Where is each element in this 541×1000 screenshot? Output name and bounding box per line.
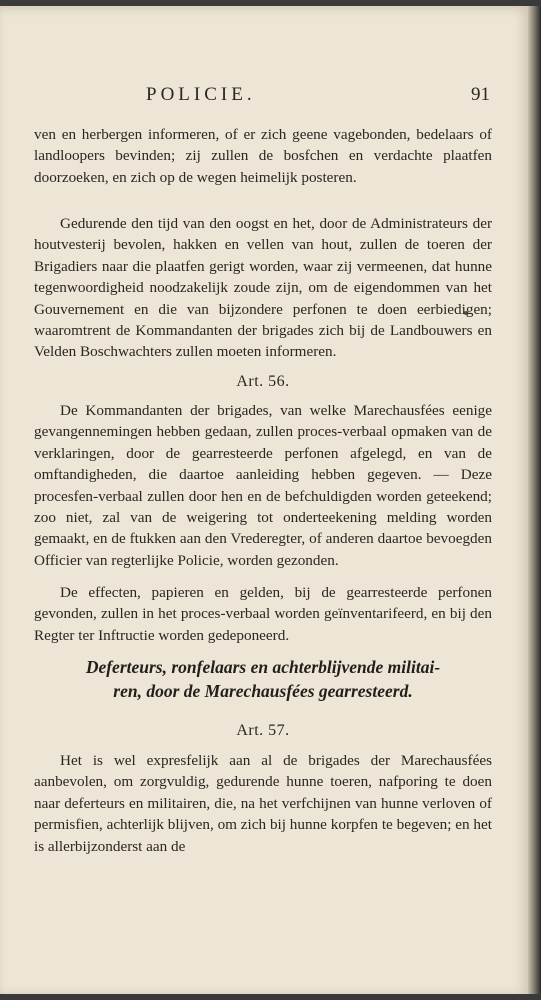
paragraph-art56-main: De Kommandanten der brigades, van welke Marechausfées eenige gevangennemingen hebben gedaan, zullen proces-verbaal opmaken van de verklaringen, door de gearresteerde perfonen afgelegd, en van de omftandigheden, die daartoe aanleiding hebben gegeven. — Deze procesfen-verbaal zullen door hen en de befchuldigden worden geteekend; zoo niet, zal van de weigering tot onderteekening melding worden gemaakt, en de ftukken aan den Vrederegter, of anderen daartoe bevoegden Officier van regterlijke Policie, worden gezonden. xyxy=(34,402,492,569)
section-title-line-2: ren, door de Marechausfées gearresteerd. xyxy=(113,681,413,701)
paragraph-harvest: Gedurende den tijd van den oogst en het, door de Administrateurs der houtvesterij bevolen, hakken en vellen van hout, zullen de toeren der Brigadiers naar die plaatfen gerigt worden, waar zij vermeenen, dat hunne tegenwoordigheid noodzakelijk zoude zijn, om de eigendommen van het Gouvernement en die van bijzondere perfonen te doen eerbiedigen; waaromtrent de Kommandanten der brigades zich bij de Landbouwers en Velden Boschwachters zullen moeten informeren. xyxy=(34,215,492,361)
paragraph-art57: Het is wel expresfelijk aan al de brigades der Marechausfées aanbevolen, om zorgvuldig, gedurende hunne toeren, nafporing te doen naar deferteurs en militairen, die, na het verfchijnen van hunne verloven of permisfien, achterlijk blijven, om zich bij hunne korpfen te begeven; en het is allerbijzonderst aan de xyxy=(34,752,492,855)
page-edge xyxy=(528,6,541,994)
paragraph-art56-effects: De effecten, papieren en gelden, bij de gearresteerde perfonen gevonden, zullen in het proces-verbaal worden geïnventarifeerd, en bij den Regter ter Inftructie worden gedeponeerd. xyxy=(34,584,492,644)
paragraph-continuation: ven en herbergen informeren, of er zich geene vagebonden, bedelaars of landloopers bevinden; zij zullen de bosfchen en verdachte plaatfen doorzoeken, en zich op de wegen heimelijk posteren. xyxy=(34,126,492,186)
section-title xyxy=(34,655,492,703)
article-heading-57: Art. 57. xyxy=(236,722,290,739)
article-heading-56: Art. 56. xyxy=(236,373,290,390)
page-header xyxy=(34,84,492,110)
page-number: 91 xyxy=(471,84,490,105)
section-title-line-1: Deferteurs, ronfelaars en achterblijvende militai- xyxy=(85,657,441,677)
running-title: POLICIE. xyxy=(146,84,256,105)
